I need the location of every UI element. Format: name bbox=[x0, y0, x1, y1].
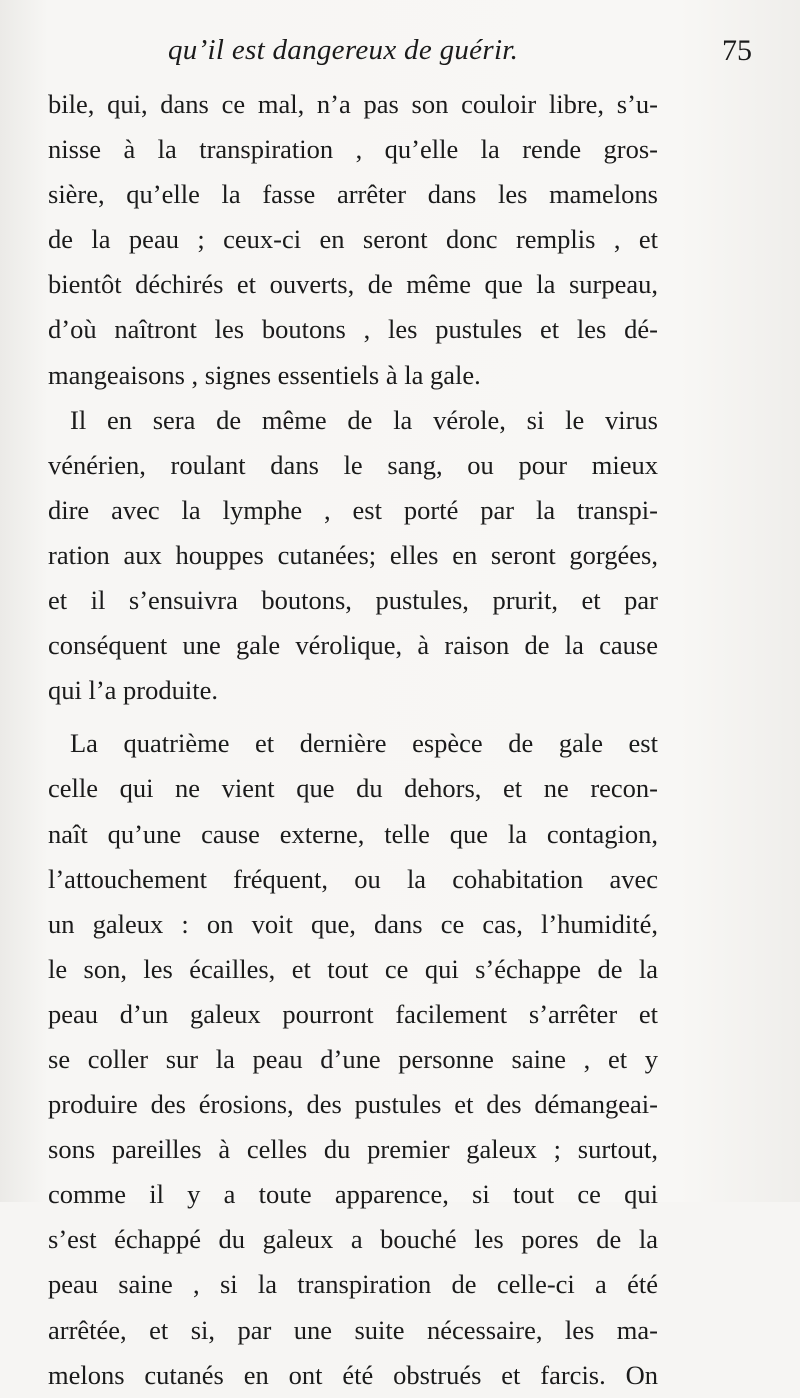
text-line: comme il y a toute apparence, si tout ce qui bbox=[48, 1179, 658, 1210]
paragraph bbox=[48, 398, 658, 714]
page-header bbox=[48, 34, 756, 78]
text-line: l’attouchement fréquent, ou la cohabitation avec bbox=[48, 863, 658, 894]
text-line: produire des érosions, des pustules et des démangeai- bbox=[48, 1089, 658, 1120]
text-line: ration aux houppes cutanées; elles en seront gorgées, bbox=[48, 539, 658, 570]
page-number: 75 bbox=[722, 34, 752, 67]
text-line: d’où naîtront les boutons , les pustules et les dé- bbox=[48, 314, 658, 345]
text-line: qui l’a produite. bbox=[48, 675, 218, 706]
text-line: mangeaisons , signes essentiels à la gale. bbox=[48, 359, 481, 390]
text-line: un galeux : on voit que, dans ce cas, l’humidité, bbox=[48, 908, 658, 939]
text-line: arrêtée, et si, par une suite nécessaire, les ma- bbox=[48, 1314, 658, 1345]
text-line: dire avec la lymphe , est porté par la transpi- bbox=[48, 494, 658, 525]
text-line: sière, qu’elle la fasse arrêter dans les mamelons bbox=[48, 179, 658, 210]
text-line: peau d’un galeux pourront facilement s’arrêter et bbox=[48, 998, 658, 1029]
text-line: vénérien, roulant dans le sang, ou pour mieux bbox=[48, 449, 658, 480]
text-line: et il s’ensuivra boutons, pustules, prurit, et par bbox=[48, 585, 658, 616]
text-line: bile, qui, dans ce mal, n’a pas son couloir libre, s’u- bbox=[48, 89, 658, 119]
paragraph bbox=[48, 82, 658, 398]
text-line: conséquent une gale vérolique, à raison de la cause bbox=[48, 630, 658, 661]
paragraph bbox=[48, 721, 658, 1397]
text-line: de la peau ; ceux-ci en seront donc remplis , et bbox=[48, 224, 658, 255]
text-line: La quatrième et dernière espèce de gale est bbox=[70, 728, 658, 759]
body-text bbox=[48, 82, 658, 1398]
text-line: naît qu’une cause externe, telle que la contagion, bbox=[48, 818, 658, 849]
text-line: peau saine , si la transpiration de celle-ci a été bbox=[48, 1269, 658, 1300]
text-line: s’est échappé du galeux a bouché les pores de la bbox=[48, 1224, 658, 1255]
paragraph-gap bbox=[48, 713, 658, 721]
text-line: melons cutanés en ont été obstrués et farcis. On bbox=[48, 1359, 658, 1390]
text-line: se coller sur la peau d’une personne saine , et y bbox=[48, 1043, 658, 1074]
text-line: nisse à la transpiration , qu’elle la rende gros- bbox=[48, 134, 658, 165]
text-line: Il en sera de même de la vérole, si le virus bbox=[70, 404, 658, 435]
text-line: celle qui ne vient que du dehors, et ne recon- bbox=[48, 773, 658, 804]
running-title: qu’il est dangereux de guérir. bbox=[168, 34, 519, 66]
text-line: bientôt déchirés et ouverts, de même que la surpeau, bbox=[48, 269, 658, 300]
text-line: le son, les écailles, et tout ce qui s’échappe de la bbox=[48, 953, 658, 984]
text-line: sons pareilles à celles du premier galeux ; surtout, bbox=[48, 1134, 658, 1165]
